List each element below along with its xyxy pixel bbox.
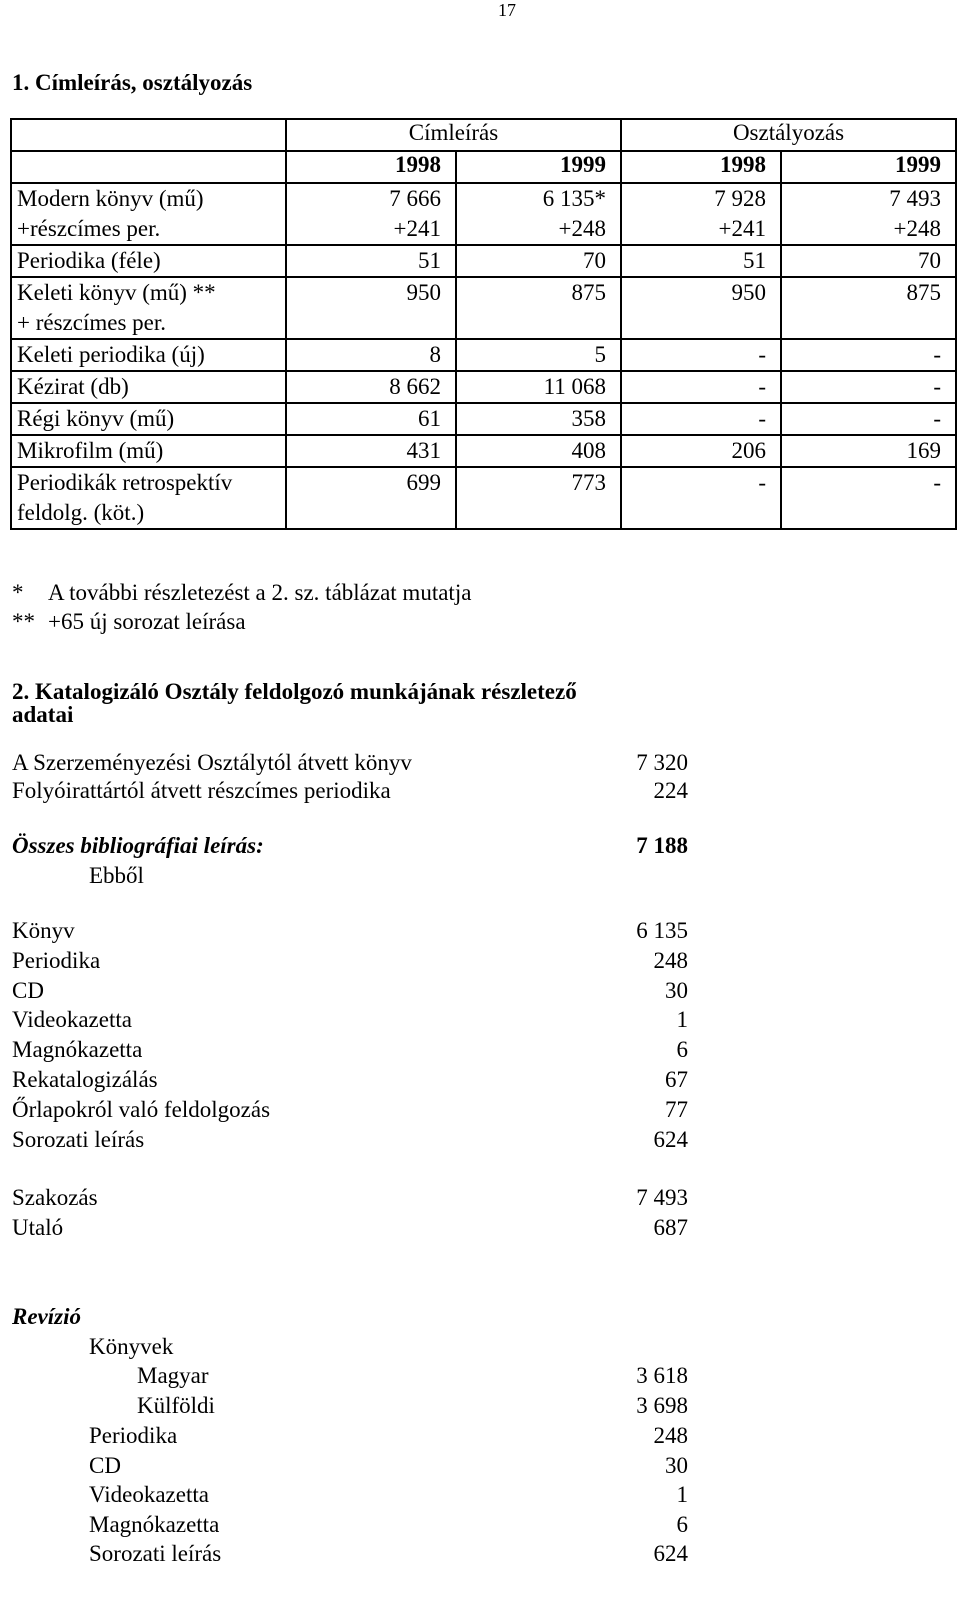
- cell-line: 8 662: [389, 374, 441, 399]
- cell-line: 431: [406, 438, 441, 463]
- table-cell: [621, 435, 781, 467]
- table-cell: [621, 403, 781, 435]
- table-cell: [456, 371, 621, 403]
- cell-line: -: [758, 342, 766, 367]
- cell-line: 8: [429, 342, 441, 367]
- item-label: Utaló: [12, 1215, 64, 1240]
- year-header: 1999: [781, 151, 956, 183]
- cell-line: 61: [418, 406, 441, 431]
- section-1-title: 1. Címleírás, osztályozás: [12, 70, 253, 95]
- footnote-mark: **: [12, 609, 35, 634]
- item-label: Periodika: [12, 947, 101, 973]
- item-label: CD: [12, 977, 44, 1003]
- table-cell: [781, 435, 956, 467]
- table-cell: [781, 403, 956, 435]
- cell-line: +248: [893, 216, 942, 241]
- table-cell: [781, 339, 956, 371]
- year-header: 1998: [621, 151, 781, 183]
- cell-line: 206: [731, 438, 766, 463]
- cell-line: -: [933, 342, 942, 367]
- row-label-line: Keleti könyv (mű) **: [17, 280, 216, 305]
- row-label: [11, 339, 286, 371]
- cell-line: 875: [571, 280, 606, 305]
- item-value: 7 493: [636, 1185, 688, 1210]
- cell-line: +241: [393, 216, 441, 241]
- table-row: [11, 339, 956, 371]
- item-value: 30: [665, 977, 688, 1003]
- row-label: [11, 183, 286, 245]
- table-cell: [286, 245, 456, 277]
- footnote: [12, 609, 471, 638]
- cell-line: 358: [571, 406, 606, 431]
- cell-line: 6 135*: [542, 186, 606, 211]
- group-header-cataloguing: Címleírás: [286, 119, 621, 151]
- cell-line: 7 928: [714, 186, 766, 211]
- table-row: [11, 467, 956, 529]
- table-cell: [456, 403, 621, 435]
- item-value: 624: [653, 1541, 688, 1566]
- table-cell: [621, 371, 781, 403]
- section-2-title: [12, 680, 712, 726]
- table-row: [11, 371, 956, 403]
- table-cell: [456, 245, 621, 277]
- table-cell: [621, 467, 781, 529]
- footnote-text: +65 új sorozat leírása: [48, 609, 246, 634]
- item-value: 1: [676, 1482, 688, 1507]
- row-label: [11, 435, 286, 467]
- cell-line: 699: [406, 470, 441, 495]
- item-value: 30: [665, 1452, 688, 1478]
- item-value: 77: [665, 1096, 688, 1122]
- table-row: [11, 245, 956, 277]
- item-label: Folyóirattártól átvett részcímes periodika: [12, 778, 391, 803]
- row-label: [11, 277, 286, 339]
- table-cell: [286, 183, 456, 245]
- table-cell: [621, 277, 781, 339]
- item-value: 1: [676, 1007, 688, 1033]
- table-cell: [286, 277, 456, 339]
- cell-line: 169: [906, 438, 942, 463]
- item-label: CD: [89, 1452, 121, 1478]
- table-cell: [781, 245, 956, 277]
- footnotes: [12, 580, 471, 638]
- row-label-line: Keleti periodika (új): [17, 342, 205, 367]
- item-label: Ebből: [89, 863, 144, 888]
- item-label: Őrlapokról való feldolgozás: [12, 1096, 271, 1122]
- cell-line: 7 666: [389, 186, 441, 211]
- cell-line: +241: [718, 216, 766, 241]
- section-2-title-line: 2. Katalogizáló Osztály feldolgozó munkájának részletező: [12, 679, 577, 704]
- item-value: 3 618: [636, 1363, 688, 1388]
- cell-line: -: [758, 406, 766, 431]
- cataloguing-table: [10, 118, 957, 530]
- cell-line: 875: [906, 280, 942, 305]
- row-label-line: +részcímes per.: [17, 216, 161, 241]
- row-label-line: feldolg. (köt.): [17, 500, 145, 525]
- item-value: 7 188: [636, 833, 688, 858]
- table-cell: [456, 339, 621, 371]
- table-year-row: [11, 151, 956, 183]
- cell-line: 70: [918, 248, 942, 273]
- page-number: 17: [498, 0, 516, 20]
- table-cell: [286, 435, 456, 467]
- footnote: [12, 580, 471, 609]
- cell-line: 70: [583, 248, 606, 273]
- table-row: [11, 435, 956, 467]
- item-value: 687: [653, 1215, 688, 1240]
- item-value: 3 698: [636, 1392, 688, 1418]
- row-label-line: Kézirat (db): [17, 374, 129, 399]
- table-cell: [456, 467, 621, 529]
- item-label: Külföldi: [137, 1392, 215, 1418]
- item-label: Összes bibliográfiai leírás:: [12, 833, 264, 858]
- table-cell: [456, 435, 621, 467]
- cell-line: 950: [406, 280, 441, 305]
- row-label: [11, 371, 286, 403]
- row-label-line: Periodikák retrospektív: [17, 470, 233, 495]
- table-cell: [456, 277, 621, 339]
- item-label: Magnókazetta: [12, 1037, 143, 1063]
- year-header: 1998: [286, 151, 456, 183]
- row-label: [11, 245, 286, 277]
- item-label: Magnókazetta: [89, 1511, 220, 1537]
- table-cell: [781, 467, 956, 529]
- item-value: 248: [653, 947, 688, 973]
- item-label: Revízió: [12, 1304, 81, 1329]
- item-label: Magyar: [137, 1363, 209, 1388]
- item-value: 6: [676, 1037, 688, 1063]
- cell-line: -: [758, 374, 766, 399]
- item-label: Videokazetta: [89, 1482, 209, 1507]
- row-label-line: Modern könyv (mű): [17, 186, 204, 211]
- table-cell: [621, 245, 781, 277]
- cell-line: 5: [594, 342, 606, 367]
- cell-line: 11 068: [543, 374, 606, 399]
- cell-line: 7 493: [889, 186, 942, 211]
- item-label: Könyvek: [89, 1334, 174, 1359]
- item-value: 6 135: [636, 918, 688, 943]
- table-cell: [456, 183, 621, 245]
- item-label: Periodika: [89, 1423, 178, 1448]
- item-label: A Szerzeményezési Osztálytól átvett könyv: [12, 750, 412, 775]
- table-row: [11, 277, 956, 339]
- item-value: 6: [676, 1511, 688, 1537]
- table-cell: [286, 467, 456, 529]
- footnote-text: A további részletezést a 2. sz. táblázat mutatja: [48, 580, 472, 605]
- table-cell: [781, 277, 956, 339]
- row-label: [11, 403, 286, 435]
- item-value: 67: [665, 1067, 688, 1092]
- cell-line: 950: [731, 280, 766, 305]
- cell-line: +248: [558, 216, 606, 241]
- item-value: 248: [653, 1423, 688, 1448]
- cell-line: -: [933, 406, 942, 431]
- cell-line: -: [933, 470, 942, 495]
- cell-line: -: [758, 470, 766, 495]
- section-2-title-line: adatai: [12, 702, 74, 727]
- row-label-line: Mikrofilm (mű): [17, 438, 164, 463]
- table-cell: [621, 183, 781, 245]
- item-label: Könyv: [12, 918, 75, 943]
- table-cell: [286, 371, 456, 403]
- table-cell: [286, 339, 456, 371]
- group-header-classification: Osztályozás: [621, 119, 956, 151]
- cell-line: 51: [418, 248, 441, 273]
- table-cell: [286, 403, 456, 435]
- item-value: 624: [653, 1126, 688, 1152]
- cell-line: -: [933, 374, 942, 399]
- table-group-header-row: [11, 119, 956, 151]
- item-label: Videokazetta: [12, 1007, 132, 1033]
- item-value: 7 320: [636, 750, 688, 775]
- item-label: Sorozati leírás: [12, 1126, 145, 1152]
- cell-line: 773: [571, 470, 606, 495]
- item-label: Sorozati leírás: [89, 1541, 222, 1566]
- row-label-line: Régi könyv (mű): [17, 406, 175, 431]
- item-label: Szakozás: [12, 1185, 98, 1210]
- table-row: [11, 183, 956, 245]
- table-cell: [781, 371, 956, 403]
- table-cell: [621, 339, 781, 371]
- item-value: 224: [653, 778, 688, 803]
- table-cell: [781, 183, 956, 245]
- item-label: Rekatalogizálás: [12, 1067, 158, 1092]
- row-label-line: Periodika (féle): [17, 248, 161, 273]
- row-label-line: + részcímes per.: [17, 310, 166, 335]
- year-header: 1999: [456, 151, 621, 183]
- table-row: [11, 403, 956, 435]
- row-label: [11, 467, 286, 529]
- cell-line: 51: [743, 248, 766, 273]
- footnote-mark: *: [12, 580, 24, 605]
- cell-line: 408: [571, 438, 606, 463]
